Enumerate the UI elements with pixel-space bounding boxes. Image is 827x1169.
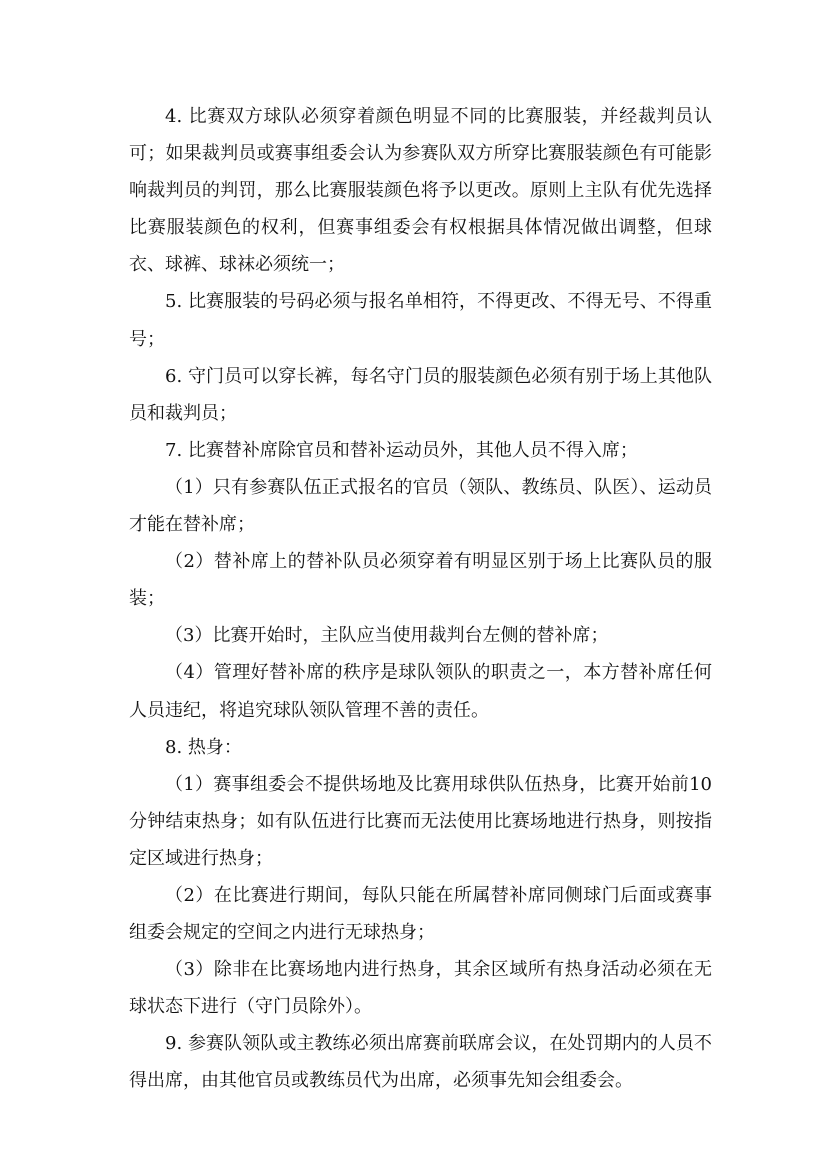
rule-item-8-sub-1: （1）赛事组委会不提供场地及比赛用球供队伍热身，比赛开始前10分钟结束热身；如有队伍进行比赛而无法使用比赛场地进行热身，则按指定区域进行热身； bbox=[129, 773, 712, 869]
rule-item-5: 5. 比赛服装的号码必须与报名单相符，不得更改、不得无号、不得重号； bbox=[129, 291, 712, 350]
rule-item-7-sub-3: （3）比赛开始时，主队应当使用裁判台左侧的替补席； bbox=[165, 625, 609, 647]
rule-item-8: 8. 热身： bbox=[165, 736, 242, 758]
rule-item-6: 6. 守门员可以穿长裤，每名守门员的服装颜色必须有别于场上其他队员和裁判员； bbox=[129, 365, 712, 424]
rule-item-7-sub-4: （4）管理好替补席的秩序是球队领队的职责之一，本方替补席任何人员违纪，将追究球队领队管理不善的责任。 bbox=[129, 662, 712, 721]
rule-item-8-sub-2: （2）在比赛进行期间，每队只能在所属替补席同侧球门后面或赛事组委会规定的空间之内进行无球热身； bbox=[129, 884, 712, 944]
rule-item-4: 4. 比赛双方球队必须穿着颜色明显不同的比赛服装，并经裁判员认可；如果裁判员或赛事组委会认为参赛队双方所穿比赛服装颜色有可能影响裁判员的判罚，那么比赛服装颜色将予以更改。原则上主队有优先选择比赛服装颜色的权利，但赛事组委会有权根据具体情况做出调整，但球衣、球裤、球袜必须统一； bbox=[129, 106, 712, 276]
rule-item-9: 9. 参赛队领队或主教练必须出席赛前联席会议，在处罚期内的人员不得出席，由其他官员或教练员代为出席，必须事先知会组委会。 bbox=[129, 1033, 712, 1092]
rule-item-8-sub-3: （3）除非在比赛场地内进行热身，其余区域所有热身活动必须在无球状态下进行（守门员除外）。 bbox=[129, 959, 712, 1018]
rule-item-7: 7. 比赛替补席除官员和替补运动员外，其他人员不得入席； bbox=[165, 439, 638, 461]
rule-item-7-sub-2: （2）替补席上的替补队员必须穿着有明显区别于场上比赛队员的服装； bbox=[129, 551, 712, 610]
rule-item-7-sub-1: （1）只有参赛队伍正式报名的官员（领队、教练员、队医）、运动员才能在替补席； bbox=[129, 476, 712, 536]
document-page bbox=[129, 98, 712, 1100]
